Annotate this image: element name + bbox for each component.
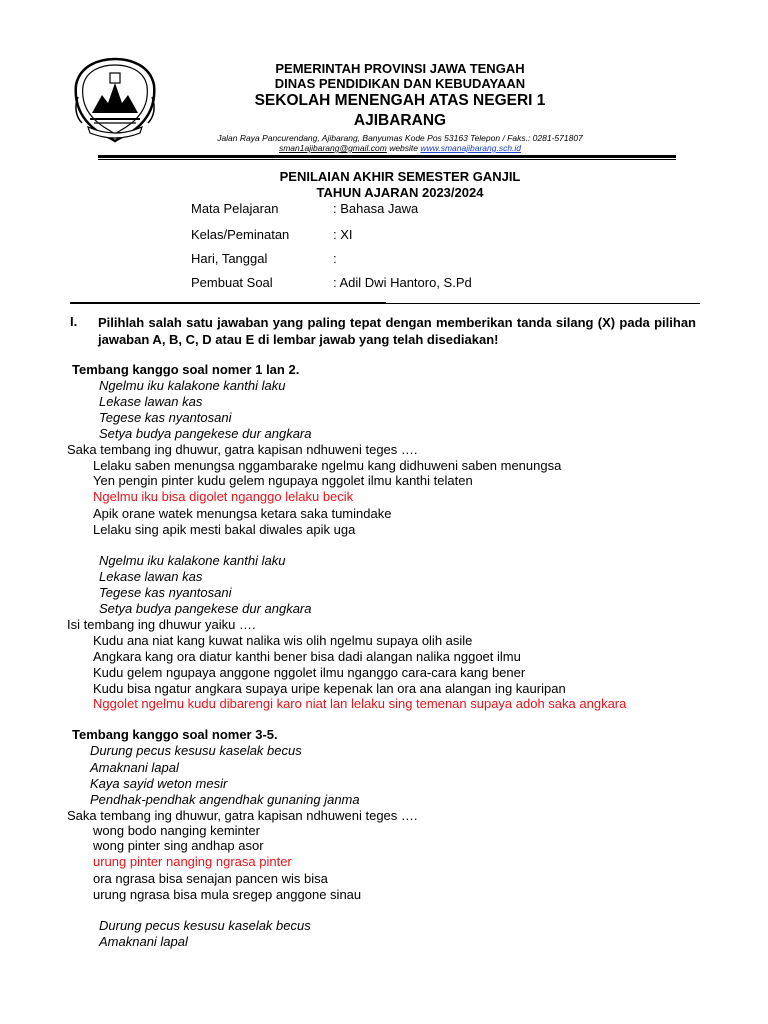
verse-line: Amaknani lapal [90, 760, 179, 775]
field-label-author: Pembuat Soal [191, 275, 273, 290]
question-1: Saka tembang ing dhuwur, gatra kapisan ndhuweni teges …. [67, 442, 418, 457]
group-title-1: Tembang kanggo soal nomer 1 lan 2. [72, 362, 300, 377]
field-value-class: : XI [333, 227, 353, 242]
verse-line: Ngelmu iku kalakone kanthi laku [99, 553, 286, 568]
q3-option-e[interactable]: urung ngrasa bisa mula sregep anggone sinau [93, 887, 362, 902]
group-title-2: Tembang kanggo soal nomer 3-5. [72, 727, 278, 742]
q1-option-d[interactable]: Apik orane watek menungsa ketara saka tumindake [93, 506, 392, 521]
header-line-agency: DINAS PENDIDIKAN DAN KEBUDAYAAN [274, 76, 526, 91]
verse-line: Tegese kas nyantosani [99, 585, 232, 600]
header-contact [0, 143, 768, 153]
section-divider-bold [70, 302, 386, 304]
question-2: Isi tembang ing dhuwur yaiku …. [67, 617, 256, 632]
section-number: I. [70, 314, 78, 329]
verse-line: Amaknani lapal [99, 934, 188, 949]
header-address: Jalan Raya Pancurendang, Ajibarang, Banyumas Kode Pos 53163 Telepon / Faks.: 0281-571807 [217, 133, 583, 143]
section-instruction: Pilihlah salah satu jawaban yang paling tepat dengan memberikan tanda silang (X) pada pilihan jawaban A, B, C, D atau E di lembar jawab yang telah disediakan! [98, 315, 696, 347]
field-value-author: : Adil Dwi Hantoro, S.Pd [333, 275, 472, 290]
verse-line: Setya budya pangekese dur angkara [99, 601, 312, 616]
q1-option-b[interactable]: Yen pengin pinter kudu gelem ngupaya nggolet ilmu kanthi telaten [93, 473, 473, 488]
verse-line: Ngelmu iku kalakone kanthi laku [99, 378, 286, 393]
letterhead-divider-thick [98, 155, 676, 158]
q3-option-d[interactable]: ora ngrasa bisa senajan pancen wis bisa [93, 871, 328, 886]
email-link[interactable]: sman1ajibarang@gmail.com [278, 143, 387, 153]
verse-line: Setya budya pangekese dur angkara [99, 426, 312, 441]
field-label-subject: Mata Pelajaran [191, 201, 279, 216]
field-label-class: Kelas/Peminatan [191, 227, 290, 242]
verse-line: Pendhak-pendhak angendhak gunaning janma [90, 792, 360, 807]
q2-option-c[interactable]: Kudu gelem ngupaya anggone nggolet ilmu nganggo cara-cara kang bener [93, 665, 526, 680]
q2-option-a[interactable]: Kudu ana niat kang kuwat nalika wis olih ngelmu supaya olih asile [93, 633, 473, 648]
q3-option-c-answer[interactable]: urung pinter nanging ngrasa pinter [93, 854, 292, 869]
letterhead-divider-thin [98, 159, 676, 160]
verse-line: Durung pecus kesusu kaselak becus [90, 743, 302, 758]
website-link[interactable]: www.smanajibarang.sch.id [420, 143, 522, 153]
field-value-subject: : Bahasa Jawa [333, 201, 419, 216]
q1-option-c-answer[interactable]: Ngelmu iku bisa digolet nganggo lelaku becik [93, 489, 354, 504]
verse-line: Tegese kas nyantosani [99, 410, 232, 425]
field-label-date: Hari, Tanggal [191, 251, 268, 266]
header-line-government: PEMERINTAH PROVINSI JAWA TENGAH [275, 61, 525, 76]
q2-option-e-answer[interactable]: Nggolet ngelmu kudu dibarengi karo niat lan lelaku sing temenan supaya adoh saka angkara [93, 696, 627, 711]
header-school-name: SEKOLAH MENENGAH ATAS NEGERI 1 [254, 92, 546, 109]
verse-line: Durung pecus kesusu kaselak becus [99, 918, 311, 933]
exam-year: TAHUN AJARAN 2023/2024 [316, 185, 484, 200]
q3-option-a[interactable]: wong bodo nanging keminter [93, 823, 260, 838]
field-value-date: : [333, 251, 337, 266]
verse-line: Kaya sayid weton mesir [90, 776, 228, 791]
header-school-town: AJIBARANG [353, 112, 447, 129]
q2-option-d[interactable]: Kudu bisa ngatur angkara supaya uripe kepenak lan ora ana alangan ing kauripan [93, 681, 566, 696]
website-label: website [389, 143, 419, 153]
q2-option-b[interactable]: Angkara kang ora diatur kanthi bener bisa dadi alangan nalika nggoet ilmu [93, 649, 521, 664]
question-3: Saka tembang ing dhuwur, gatra kapisan ndhuweni teges …. [67, 808, 418, 823]
q3-option-b[interactable]: wong pinter sing andhap asor [93, 838, 264, 853]
q1-option-e[interactable]: Lelaku sing apik mesti bakal diwales apik uga [93, 522, 356, 537]
exam-title: PENILAIAN AKHIR SEMESTER GANJIL [279, 169, 521, 184]
verse-line: Lekase lawan kas [99, 569, 203, 584]
verse-line: Lekase lawan kas [99, 394, 203, 409]
q1-option-a[interactable]: Lelaku saben menungsa nggambarake ngelmu kang didhuweni saben menungsa [93, 458, 562, 473]
